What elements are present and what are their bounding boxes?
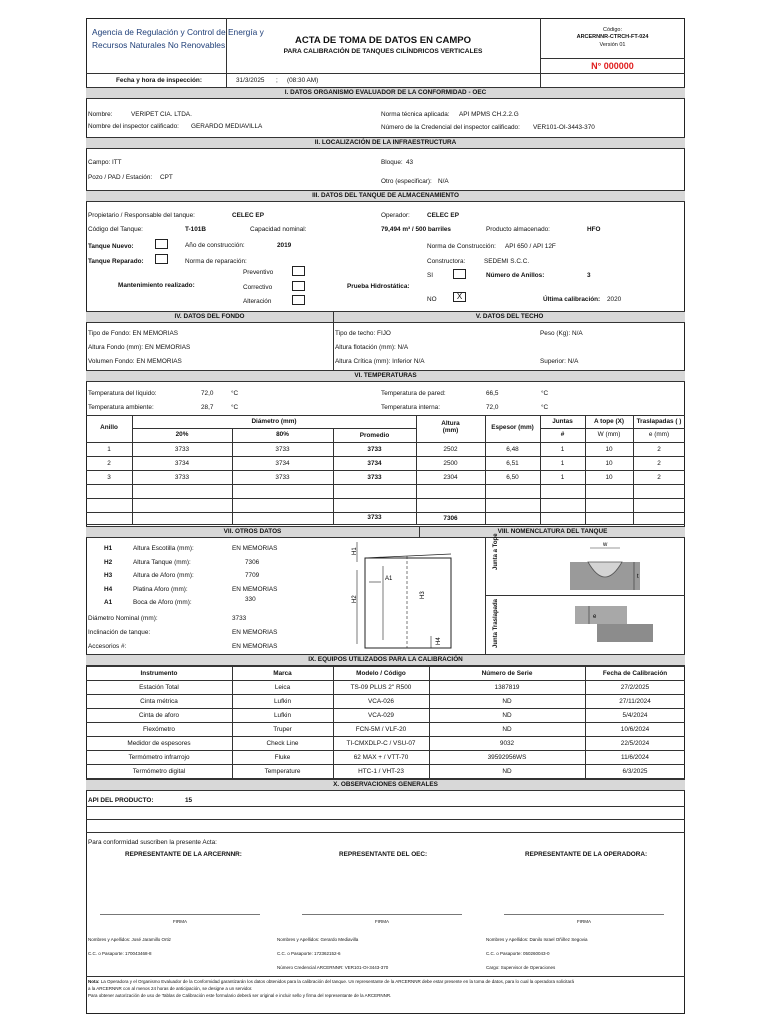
equipos-cell: Termómetro infrarrojo [128,754,190,761]
otros-code: A1 [104,599,113,606]
label-e: e [593,614,597,620]
junta-traslapada-label: Junta Traslapada [493,598,499,648]
equipos-cell: Fluke [274,754,291,761]
rep-arcernnr: REPRESENTANTE DE LA ARCERNNR: [125,851,242,858]
col-juntas-sub: # [560,431,565,438]
techo-tipo: Tipo de techo: FIJO [335,330,391,337]
producto-label: Producto almacenado: [486,226,550,233]
inspection-date: 31/3/2025 [236,77,265,84]
total-altura: 7306 [443,515,458,522]
c3-cc: C.C. o Pasaporte: 050260043-0 [486,951,550,956]
equipos-cell: 9032 [499,740,515,747]
form-title: ACTA DE TOMA DE DATOS EN CAMPO [295,35,471,46]
col-espesor: Espesor (mm) [491,424,534,431]
preventivo-label: Preventivo [243,269,274,276]
section-nomenclatura-title: VIII. NOMENCLATURA DEL TANQUE [419,526,685,538]
ring-cell: 3734 [174,460,190,467]
nota-line1 [88,979,574,984]
ring-cell: 3 [107,474,111,481]
label-h1: H1 [352,547,358,555]
prueba-no-label: NO [427,296,437,303]
ring-cell: 1 [560,446,565,453]
col-20: 20% [175,431,189,438]
inspection-label: Fecha y hora de inspección: [116,77,202,84]
operador-value: CELEC EP [427,212,459,219]
nota-line2: a la ARCERNNR con al menos 24 horas de anticipación, se designe a un servidor. [88,986,253,991]
ring-cell: 1 [107,446,111,453]
norma-const-label: Norma de Construcción: [427,243,496,250]
anillos-value: 3 [587,272,591,279]
ring-cell: 3733 [367,474,382,481]
form-number: N° 000000 [591,61,634,71]
grid-line [86,736,685,737]
tanque-nuevo-label: Tanque Nuevo: [88,243,134,250]
prueba-no-checkbox[interactable]: X [453,292,466,302]
c3-cargo: Cargo: Supervisor de Operaciones [486,965,556,970]
label-a1: A1 [385,576,393,582]
section-tanque-title: III. DATOS DEL TANQUE DE ALMACENAMIENTO [86,190,685,202]
agency-name-line1: Agencia de Regulación y Control de Energía y [92,27,264,37]
equipos-cell: Medidor de espesores [127,740,191,747]
preventivo-checkbox[interactable] [292,266,305,276]
otros-value: EN MEMORIAS [232,545,278,552]
ring-cell: 3733 [275,474,290,481]
temp-pared-label: Temperatura de pared: [381,390,446,397]
temp-ambiente-unit: °C [231,404,239,411]
equipos-cell: ND [502,768,512,775]
bloque-label: Bloque: [381,159,403,166]
section-fondo-title: IV. DATOS DEL FONDO [86,311,333,323]
section-otros-title: VII. OTROS DATOS [86,526,419,538]
equipos-cell: ND [502,698,512,705]
equipos-cell: 27/11/2024 [619,698,651,705]
otros-label: Boca de Aforo (mm): [133,599,192,606]
alteracion-label: Alteración [243,298,272,305]
equipos-cell: 6/3/2025 [622,768,648,775]
inclinacion-label: Inclinación de tanque: [88,629,151,636]
ring-cell: 3733 [275,446,290,453]
accesorios-label: Accesorios #: [88,643,127,650]
prueba-label: Prueba Hidrostática: [347,283,410,290]
junta-tope-label: Junta a Tope [493,533,499,570]
ring-cell: 2502 [443,446,458,453]
oec-name-label: Nombre: [88,111,113,118]
conformidad-text: Para conformidad suscriben la presente Acta: [88,839,217,846]
bloque-value: 43 [406,159,414,166]
otro-label: Otro (especificar): [381,178,432,185]
mantenimiento-label: Mantenimiento realizado: [118,282,195,289]
otros-value: 330 [245,596,256,603]
alteracion-checkbox[interactable] [292,295,305,305]
tanque-reparado-checkbox[interactable] [155,254,168,264]
otro-value: N/A [438,178,449,185]
ring-cell: 2 [657,460,661,467]
operador-label: Operador: [381,212,410,219]
otros-value: 7306 [245,558,260,566]
col-tope-sub: W (mm) [597,431,621,438]
correctivo-checkbox[interactable] [292,281,305,291]
propietario-value: CELEC EP [232,212,264,219]
equipos-cell: TS-09 PLUS 2'' R500 [350,684,412,691]
label-h2: H2 [352,595,358,603]
inspection-separator: ; [276,77,278,84]
c2-nombre: Nombres y Apellidos: Gerardo Mediavilla [277,937,359,942]
ring-cell: 3734 [367,460,382,467]
equipos-cell: Lufkin [273,698,292,705]
equipos-cell: 62 MAX + / VTT-70 [353,754,409,761]
propietario-label: Propietario / Responsable del tanque: [88,212,195,219]
api-label: API DEL PRODUCTO: [88,797,154,804]
ring-cell: 3733 [174,446,190,453]
firma-arcernnr: FIRMA [173,919,187,924]
ring-cell: 2 [657,446,661,453]
equipos-cell: Leica [274,684,291,691]
equipos-cell: TI-CMXDLP-C / VSU-07 [346,740,416,747]
grid-line [86,666,685,667]
label-h3: H3 [420,591,426,599]
c3-nombre: Nombres y Apellidos: Danilo Israel Oñiñez Segovia [486,937,588,942]
section-oec-title: I. DATOS ORGANISMO EVALUADOR DE LA CONFORMIDAD - OEC [86,87,685,99]
equipos-cell: Check Line [266,740,299,747]
temp-interna-label: Temperatura interna: [381,404,440,411]
ring-cell: 6,50 [506,474,519,481]
equipos-cell: Termómetro digital [132,768,186,775]
equipos-cell: Truper [273,726,292,733]
nota-line3: Para obtener autorización de uso de Tablas de Calibración este formulario deberá ser original e incluir sello y firma del representante de la ARCERNNR. [88,993,392,998]
diametro-nominal-value: 3733 [232,615,247,622]
anillos-label: Número de Anillos: [486,272,545,279]
temp-ambiente-label: Temperatura ambiente: [88,404,154,411]
nota-text1: La Operadora y el Organismo Evaluador de la Conformidad garantizarán los datos obtenidos para la calibración del tanque. Un representante de la ARCERNNR debe estar presente en la toma de datos, para lo cual la operadora solicitará [100,979,575,984]
norma-const-value: API 650 / API 12F [505,243,556,250]
campo-value: ITT [112,159,122,166]
ring-cell: 6,48 [506,446,519,453]
equipos-header: Instrumento [140,670,178,677]
c1-cc: C.C. o Pasaporte: 170043468-8 [88,951,152,956]
prueba-si-checkbox[interactable] [453,269,466,279]
grid-line [86,750,685,751]
equipos-cell: Estación Total [139,684,179,691]
temp-ambiente-value: 28,7 [201,404,214,411]
equipos-cell: 1387819 [494,684,520,691]
rep-operadora: REPRESENTANTE DE LA OPERADORA: [525,851,648,858]
grid-line [86,694,685,695]
accesorios-value: EN MEMORIAS [232,643,278,650]
section-localizacion-title: II. LOCALIZACIÓN DE LA INFRAESTRUCTURA [86,137,685,149]
norma-rep-label: Norma de reparación: [185,258,247,265]
otros-code: H2 [104,558,113,566]
label-h4: H4 [436,637,442,645]
fondo-altura: Altura Fondo (mm): EN MEMORIAS [88,344,191,351]
otros-label: Altura Tanque (mm): [133,558,191,566]
fondo-tipo: Tipo de Fondo: EN MEMORIAS [88,330,178,337]
codigo-label: Código del Tanque: [88,226,143,233]
form-subtitle: PARA CALIBRACIÓN DE TANQUES CILÍNDRICOS VERTICALES [283,48,483,55]
c2-credencial: Número Credencial ARCERNNR: VER101-OI-3443-370 [277,965,389,970]
equipos-cell: 27/2/2025 [620,684,650,691]
diametro-nominal-label: Diámetro Nominal (mm): [88,615,158,622]
equipos-cell: Temperature [264,768,301,775]
inspector-label: Nombre del inspector calificado: [88,123,179,130]
ring-cell: 2 [107,460,111,467]
grid-line [86,764,685,765]
firma-oec: FIRMA [375,919,389,924]
equipos-cell: Cinta de aforo [138,712,180,719]
ring-cell: 2500 [443,460,458,467]
col-promedio: Promedio [359,432,390,439]
producto-value: HFO [587,226,601,233]
equipos-cell: 11/6/2024 [621,754,649,761]
grid-line [86,708,685,709]
tank-nomenclature-diagram [347,540,472,650]
c1-nombre: Nombres y Apellidos: José Jaramillo Ortiz [88,937,172,942]
otros-value: 7709 [245,572,260,579]
equipos-header: Fecha de Calibración [602,670,668,677]
fondo-volumen: Volumen Fondo: EN MEMORIAS [88,358,182,365]
otros-value: EN MEMORIAS [232,585,278,593]
temp-liquido-value: 72,0 [201,390,214,397]
constructora-label: Constructora: [427,258,466,265]
equipos-cell: Flexómetro [143,726,175,733]
equipos-cell: HTC-1 / VHT-23 [358,768,404,775]
techo-superior: Superior: N/A [540,358,579,365]
lap-joint-icon [575,598,655,652]
temp-interna-unit: °C [541,404,549,411]
norma-value: API MPMS CH.2.2.G [459,111,519,118]
ring-cell: 2304 [443,474,458,481]
equipos-header: Número de Serie [481,670,533,677]
ring-cell: 1 [560,474,565,481]
inspection-time: (08:30 AM) [287,77,319,84]
anio-label: Año de construcción: [185,242,245,249]
equipos-cell: 5/4/2024 [622,712,648,719]
capacidad-value: 79,494 m³ / 500 barriles [381,226,451,233]
col-diametro: Diámetro (mm) [251,418,297,425]
ring-cell: 3733 [174,474,190,481]
ring-cell: 6,51 [506,460,519,467]
col-80: 80% [276,431,289,438]
equipos-cell: ND [502,726,512,733]
grid-line [86,722,685,723]
agency-name-line2: Recursos Naturales No Renovables [92,40,226,50]
equipos-cell: 22/5/2024 [620,740,650,747]
equipos-cell: 39592956WS [487,754,527,761]
norma-label: Norma técnica aplicada: [381,111,450,118]
col-tope: A tope (X) [594,418,624,425]
label-t: t [637,574,639,580]
equipos-header: Modelo / Código [356,670,406,677]
equipos-cell: VCA-029 [368,712,394,719]
anio-value: 2019 [277,242,292,249]
credencial-label: Número de la Credencial del inspector calificado: [381,124,520,131]
capacidad-label: Capacidad nominal: [250,226,307,233]
equipos-cell: Cinta métrica [140,698,178,705]
equipos-cell: 10/6/2024 [620,726,650,733]
temp-liquido-unit: °C [231,390,239,397]
col-traslapadas-sub: e (mm) [648,431,670,438]
techo-flotacion: Altura flotación (mm): N/A [335,344,409,351]
otros-code: H3 [104,572,113,579]
ring-cell: 10 [605,460,613,467]
ring-cell: 10 [605,446,613,453]
section-equipos-title: IX. EQUIPOS UTILIZADOS PARA LA CALIBRACIÓN [86,654,685,666]
ring-cell: 1 [560,460,565,467]
ultima-label: Última calibración: [543,296,601,303]
section-temperaturas-title: VI. TEMPERATURAS [86,370,685,382]
firma-operadora: FIRMA [577,919,591,924]
pozo-value: CPT [160,174,173,181]
label-w: w [603,542,608,548]
inclinacion-value: EN MEMORIAS [232,629,278,636]
equipos-header: Marca [273,670,292,677]
ring-cell: 3733 [367,446,382,453]
correctivo-label: Correctivo [243,284,273,291]
rep-oec: REPRESENTANTE DEL OEC: [339,851,428,858]
techo-critica: Altura Crítica (mm): Inferior N/A [335,358,425,365]
temp-pared-unit: °C [541,390,549,397]
ring-cell: 2 [657,474,661,481]
api-value: 15 [185,797,193,804]
equipos-cell: FCN-5M / VLF-20 [355,726,407,733]
temp-interna-value: 72,0 [486,404,499,411]
equipos-cell: Lufkin [273,712,292,719]
c2-cc: C.C. o Pasaporte: 172362152-6 [277,951,341,956]
prueba-si-label: SI [427,272,434,279]
code-value: ARCERNNR-CTRCH-FT-024 [576,34,649,40]
codigo-value: T-101B [185,226,206,233]
otros-label: Platina Aforo (mm): [133,585,188,593]
techo-peso: Peso (Kg): N/A [540,330,583,337]
ultima-value: 2020 [607,296,622,303]
version: Versión 01 [599,42,626,48]
total-promedio: 3733 [367,514,382,521]
temp-liquido-label: Temperatura del líquido: [88,390,157,397]
section-observaciones-title: X. OBSERVACIONES GENERALES [86,779,685,791]
ring-cell: 3734 [275,460,290,467]
pozo-label: Pozo / PAD / Estación: [88,174,153,181]
col-anillo: Anillo [100,424,118,431]
grid-line [86,680,685,681]
credencial-value: VER101-OI-3443-370 [533,124,595,131]
constructora-value: SEDEMI S.C.C. [484,258,530,265]
equipos-cell: VCA-026 [368,698,394,705]
equipos-cell: ND [502,712,512,719]
otros-code: H4 [104,585,113,593]
temp-pared-value: 66,5 [486,390,499,397]
col-traslapadas: Traslapadas ( ) [636,418,682,425]
campo-label: Campo: [88,159,111,166]
inspector-value: GERARDO MEDIAVILLA [191,123,263,130]
nota-label: Nota: [88,979,100,984]
oec-name-value: VERIPET CIA. LTDA. [131,111,192,118]
otros-label: Altura Escotilla (mm): [133,545,194,552]
tanque-reparado-label: Tanque Reparado: [88,258,144,265]
ring-cell: 10 [605,474,613,481]
col-altura: Altura (mm) [441,420,460,435]
section-techo-title: V. DATOS DEL TECHO [333,311,685,323]
code-label: Código: [603,27,622,33]
otros-label: Altura de Aforo (mm): [133,572,194,579]
col-juntas: Juntas [552,418,573,425]
tanque-nuevo-checkbox[interactable] [155,239,168,249]
butt-joint-icon [570,540,645,592]
otros-code: H1 [104,545,113,552]
